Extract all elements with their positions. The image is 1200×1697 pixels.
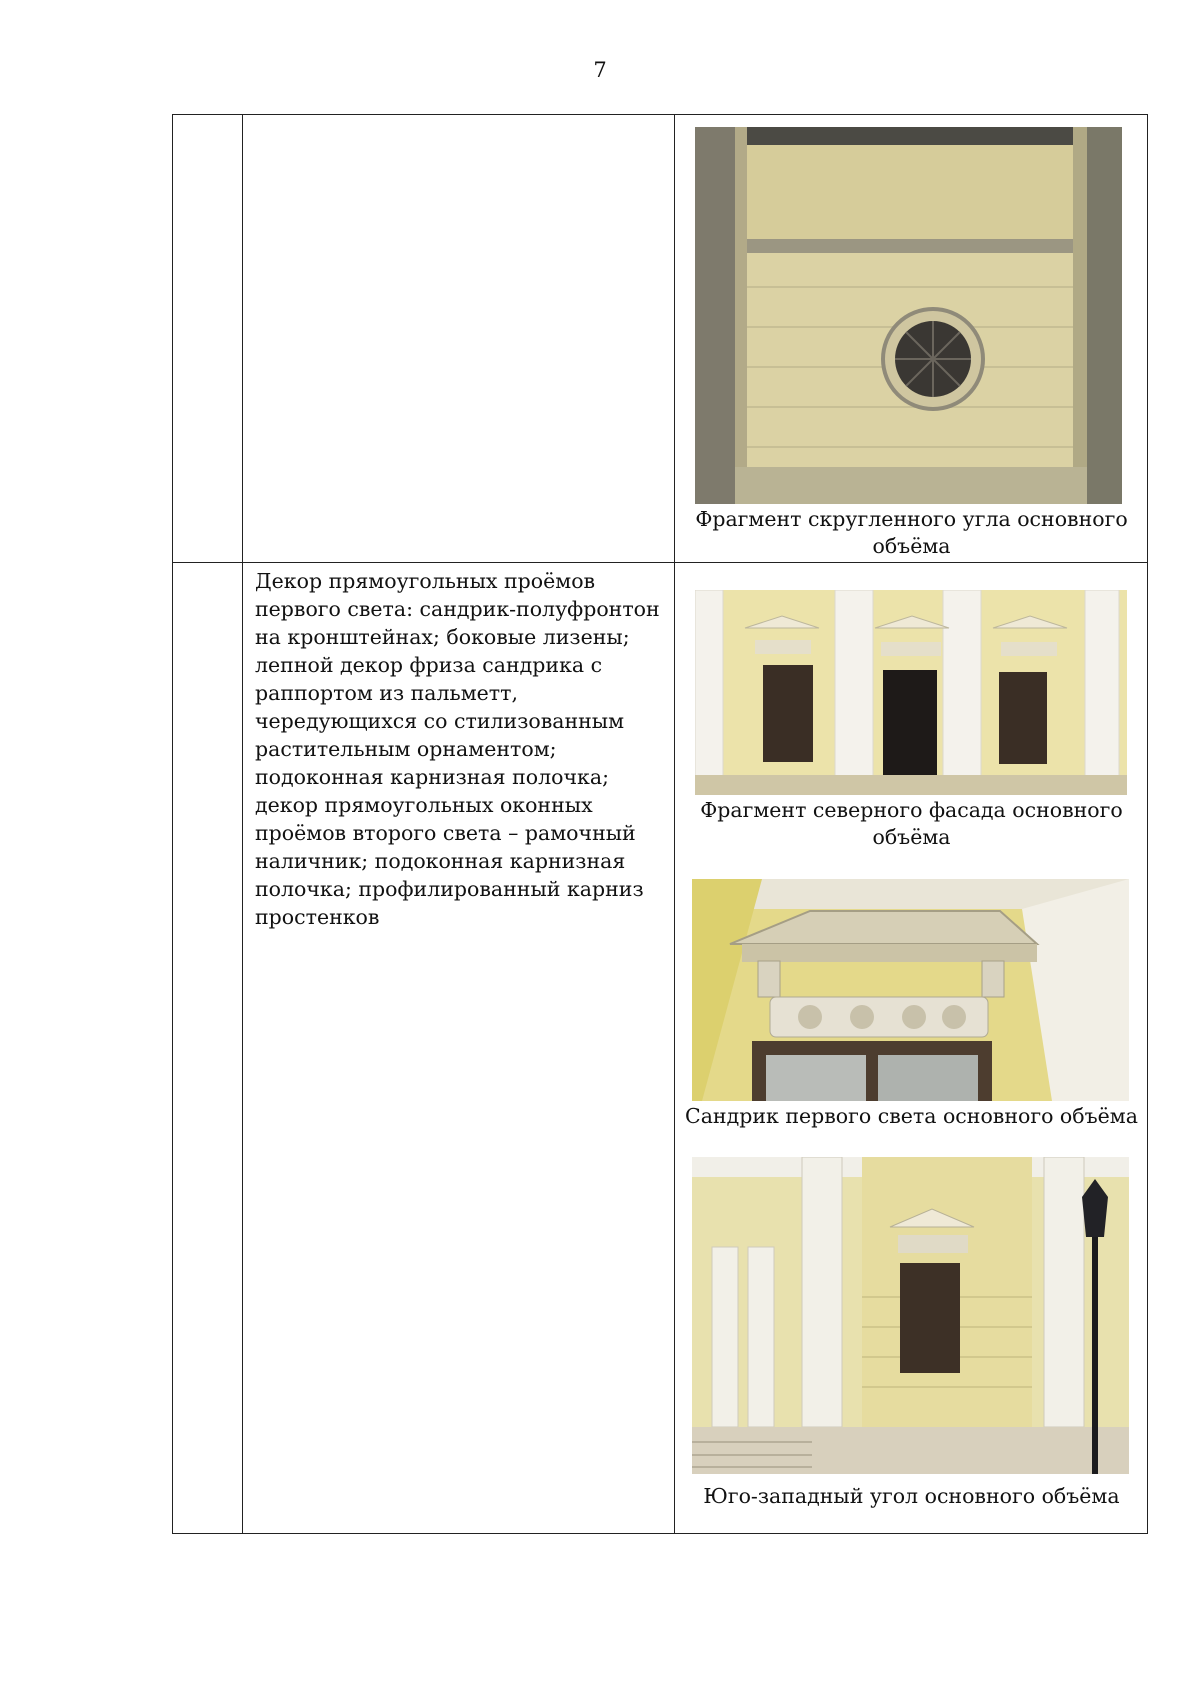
description-cell [243,563,675,1534]
photo-caption: Фрагмент скругленного угла основного объёма [695,507,1128,558]
monument-table [172,114,1148,1534]
photo-caption: Фрагмент северного фасада основного объёма [700,798,1123,849]
index-cell [173,115,243,563]
photo-cell [675,115,1148,563]
photo-caption: Сандрик первого света основного объёма [685,1104,1138,1128]
page-number: 7 [593,58,607,82]
description-text: Декор прямоугольных проёмов первого света: сандрик-полуфронтон на кронштейнах; боковые лизены; лепной декор фриза сандрика с раппортом из пальметт, чередующихся со стилизованным растительным орнаментом; подоконная карнизная полочка; декор прямоугольных оконных проёмов второго света – рамочный наличник; подоконная карнизная полочка; профилированный карниз простенков [255,569,660,929]
rounded-corner-photo [695,127,1122,504]
description-text [243,115,674,119]
index-cell [173,563,243,1534]
photo-caption: Юго-западный угол основного объёма [703,1484,1120,1508]
table-row [173,115,1148,563]
north-facade-photo [695,590,1127,795]
description-cell [243,115,675,563]
sandrik-photo [692,879,1129,1101]
photo-cell [675,563,1148,1534]
table-row [173,563,1148,1534]
southwest-corner-photo [692,1157,1129,1474]
